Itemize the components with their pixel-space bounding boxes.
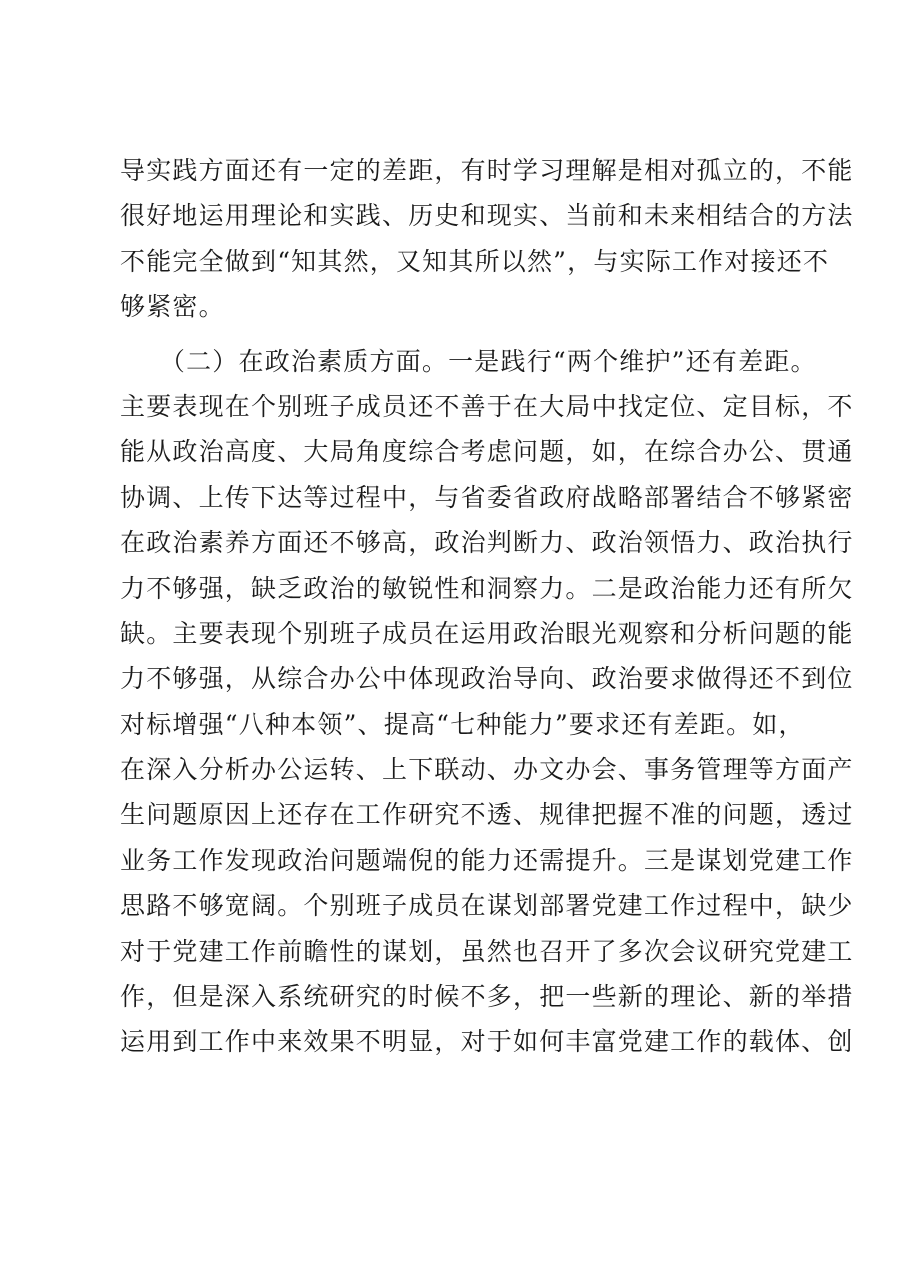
text-line: （二）在政治素质方面。一是践行“两个维护”还有差距。 <box>120 346 817 376</box>
text-line: 在深入分析办公运转、上下联动、办文办会、事务管理等方面产 <box>120 755 854 785</box>
text-line: 在政治素养方面还不够高，政治判断力、政治领悟力、政治执行 <box>120 528 854 558</box>
text-line: 够紧密。 <box>120 292 225 322</box>
text-line: 业务工作发现政治问题端倪的能力还需提升。三是谋划党建工作 <box>120 845 854 875</box>
text-line: 缺。主要表现个别班子成员在运用政治眼光观察和分析问题的能 <box>120 618 854 648</box>
text-line: 力不够强，从综合办公中体现政治导向、政治要求做得还不到位 <box>120 664 854 694</box>
text-line: 协调、上传下达等过程中，与省委省政府战略部署结合不够紧密 <box>120 482 854 512</box>
text-line: 生问题原因上还存在工作研究不透、规律把握不准的问题，透过 <box>120 800 854 830</box>
paragraph-gap <box>120 330 810 339</box>
text-line: 思路不够宽阔。个别班子成员在谋划部署党建工作过程中，缺少 <box>120 891 854 921</box>
text-line: 很好地运用理论和实践、历史和现实、当前和未来相结合的方法 <box>120 201 854 231</box>
body-text <box>120 148 854 1065</box>
text-line: 力不够强，缺乏政治的敏锐性和洞察力。二是政治能力还有所欠 <box>120 573 854 603</box>
text-line: 对于党建工作前瞻性的谋划，虽然也召开了多次会议研究党建工 <box>120 936 854 966</box>
text-line: 对标增强“八种本领”、提高“七种能力”要求还有差距。如， <box>120 709 805 739</box>
text-line: 不能完全做到“知其然，又知其所以然”，与实际工作对接还不 <box>120 246 830 276</box>
text-line: 能从政治高度、大局角度综合考虑问题，如，在综合办公、贯通 <box>120 437 854 467</box>
text-line: 作，但是深入系统研究的时候不多，把一些新的理论、新的举措 <box>120 982 854 1012</box>
text-line: 运用到工作中来效果不明显，对于如何丰富党建工作的载体、创 <box>120 1027 854 1057</box>
text-line: 导实践方面还有一定的差距，有时学习理解是相对孤立的，不能 <box>120 156 854 185</box>
text-line: 主要表现在个别班子成员还不善于在大局中找定位、定目标，不 <box>120 391 854 421</box>
